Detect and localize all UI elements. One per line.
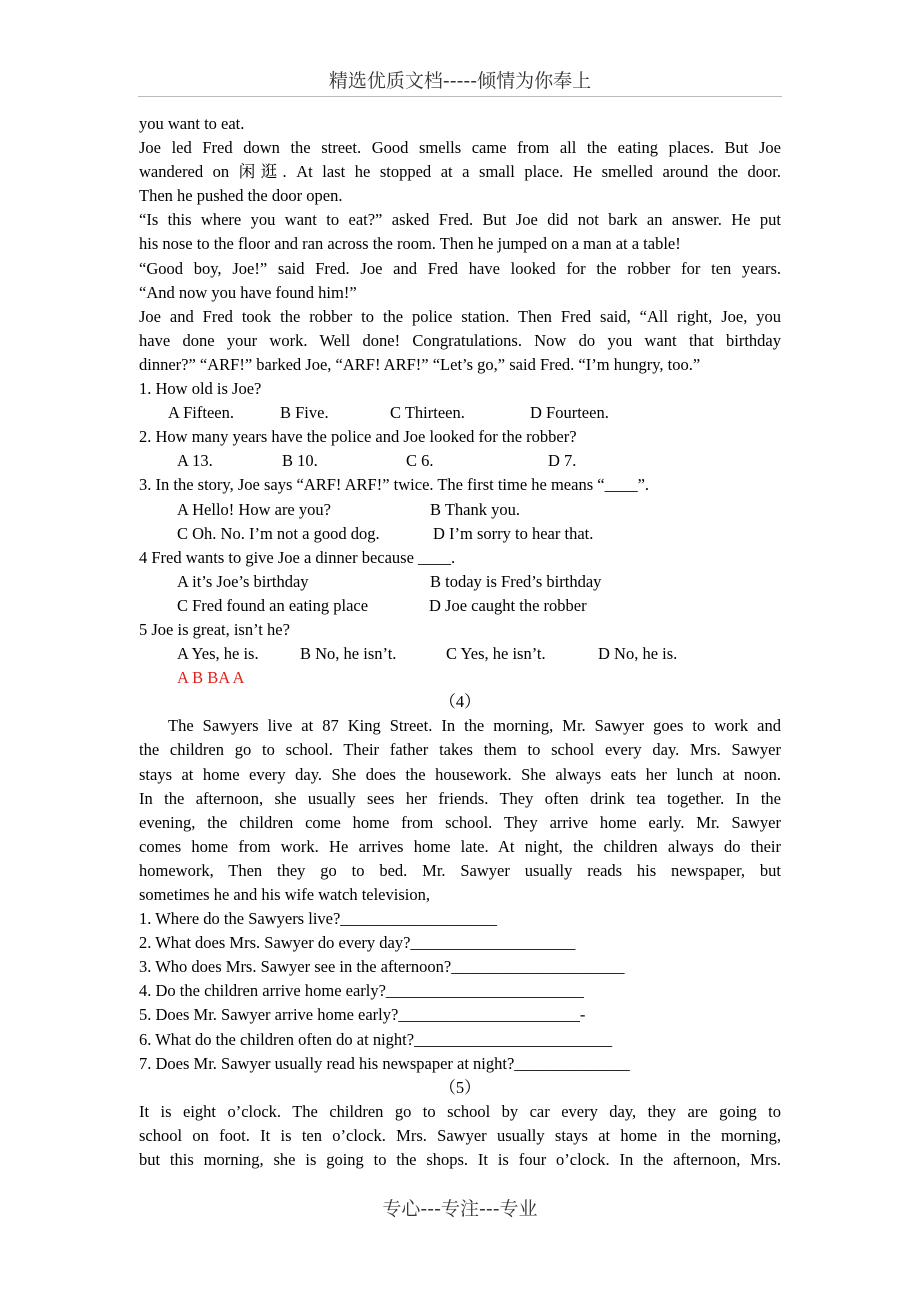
story-line: Joe and Fred took the robber to the police station. Then Fred said, “All right, Joe, you <box>139 306 781 326</box>
passage-line: In the afternoon, she usually sees her friends. They often drink tea together. In the <box>139 788 781 808</box>
option-c: C Oh. No. I’m not a good dog. <box>177 523 380 543</box>
question-options <box>139 642 781 666</box>
option-d: D I’m sorry to hear that. <box>433 523 594 543</box>
short-answer-question: 4. Do the children arrive home early?________________________ <box>139 981 584 1001</box>
story-line: dinner?” “ARF!” barked Joe, “ARF! ARF!” “Let’s go,” said Fred. “I’m hungry, too.” <box>139 354 701 374</box>
option-b: B Thank you. <box>430 499 520 519</box>
passage-line: sometimes he and his wife watch television, <box>139 885 430 904</box>
page-header: 精选优质文档-----倾情为你奉上 <box>328 70 592 92</box>
question-options <box>139 522 781 546</box>
passage-line: The Sawyers live at 87 King Street. In the morning, Mr. Sawyer goes to work and <box>168 716 781 736</box>
story-line: “Is this where you want to eat?” asked Fred. But Joe did not bark an answer. He put <box>139 210 781 230</box>
short-answer-question: 7. Does Mr. Sawyer usually read his newspaper at night?______________ <box>139 1053 630 1073</box>
passage-line: stays at home every day. She does the housework. She always eats her lunch at noon. <box>139 764 781 784</box>
option-b: B 10. <box>282 451 318 471</box>
passage-line: It is eight o’clock. The children go to school by car every day, they are going to <box>139 1101 781 1121</box>
option-d: D 7. <box>548 451 577 471</box>
option-d: D Fourteen. <box>530 403 609 423</box>
passage-line: comes home from work. He arrives home late. At night, the children always do their <box>139 836 781 856</box>
story-line: wandered on 闲逛. At last he stopped at a small place. He smelled around the door. <box>139 162 781 182</box>
passage-line: evening, the children come home from school. They arrive home early. Mr. Sawyer <box>139 812 781 832</box>
question-stem: 3. In the story, Joe says “ARF! ARF!” twice. The first time he means “____”. <box>139 475 650 495</box>
option-a: A 13. <box>177 451 213 471</box>
short-answer-question: 2. What does Mrs. Sawyer do every day?____________________ <box>139 933 576 953</box>
question-stem: 2. How many years have the police and Joe looked for the robber? <box>139 427 577 447</box>
option-b: B Five. <box>280 403 329 423</box>
option-c: C Yes, he isn’t. <box>446 644 546 664</box>
story-line: you want to eat. <box>139 114 245 133</box>
option-d: D No, he is. <box>598 644 678 664</box>
question-stem: 5 Joe is great, isn’t he? <box>139 619 290 639</box>
story-line: his nose to the floor and ran across the room. Then he jumped on a man at a table! <box>139 234 681 254</box>
document-body <box>139 112 781 1172</box>
short-answer-question: 1. Where do the Sawyers live?___________________ <box>139 909 498 929</box>
short-answer-question: 3. Who does Mrs. Sawyer see in the afternoon?_____________________ <box>139 957 625 977</box>
passage-line: homework, Then they go to bed. Mr. Sawyer usually reads his newspaper, but <box>139 860 781 880</box>
option-a: A Fifteen. <box>168 403 234 423</box>
option-b: B No, he isn’t. <box>300 644 397 664</box>
answer-key: A B BA A <box>177 668 245 688</box>
option-a: A Hello! How are you? <box>177 499 331 519</box>
section-heading: （4） <box>439 692 481 712</box>
question-options <box>139 449 781 473</box>
story-line: “And now you have found him!” <box>139 282 357 302</box>
question-options <box>139 401 781 425</box>
option-c: C 6. <box>406 451 434 471</box>
question-stem: 4 Fred wants to give Joe a dinner because ____. <box>139 547 456 567</box>
option-c: C Thirteen. <box>390 403 465 423</box>
option-b: B today is Fred’s birthday <box>430 571 602 591</box>
option-a: A it’s Joe’s birthday <box>177 571 309 591</box>
option-d: D Joe caught the robber <box>429 595 587 615</box>
question-options <box>139 594 781 618</box>
passage-line: school on foot. It is ten o’clock. Mrs. Sawyer usually stays at home in the morning, <box>139 1125 781 1145</box>
option-a: A Yes, he is. <box>177 644 259 664</box>
story-line: Then he pushed the door open. <box>139 186 343 206</box>
short-answer-question: 6. What do the children often do at night?________________________ <box>139 1029 613 1049</box>
option-c: C Fred found an eating place <box>177 595 369 615</box>
page-footer: 专心---专注---专业 <box>382 1198 538 1220</box>
question-options <box>139 498 781 522</box>
short-answer-question: 5. Does Mr. Sawyer arrive home early?______________________- <box>139 1005 586 1025</box>
passage-line: but this morning, she is going to the shops. It is four o’clock. In the afternoon, Mrs. <box>139 1150 781 1170</box>
section-heading: （5） <box>439 1077 481 1097</box>
passage-line: the children go to school. Their father takes them to school every day. Mrs. Sawyer <box>139 740 781 760</box>
question-stem: 1. How old is Joe? <box>139 379 262 399</box>
question-options <box>139 570 781 594</box>
story-line: have done your work. Well done! Congratulations. Now do you want that birthday <box>139 330 781 350</box>
header-divider <box>138 96 782 97</box>
story-line: “Good boy, Joe!” said Fred. Joe and Fred have looked for the robber for ten years. <box>139 258 781 278</box>
story-line: Joe led Fred down the street. Good smells came from all the eating places. But Joe <box>139 138 781 158</box>
